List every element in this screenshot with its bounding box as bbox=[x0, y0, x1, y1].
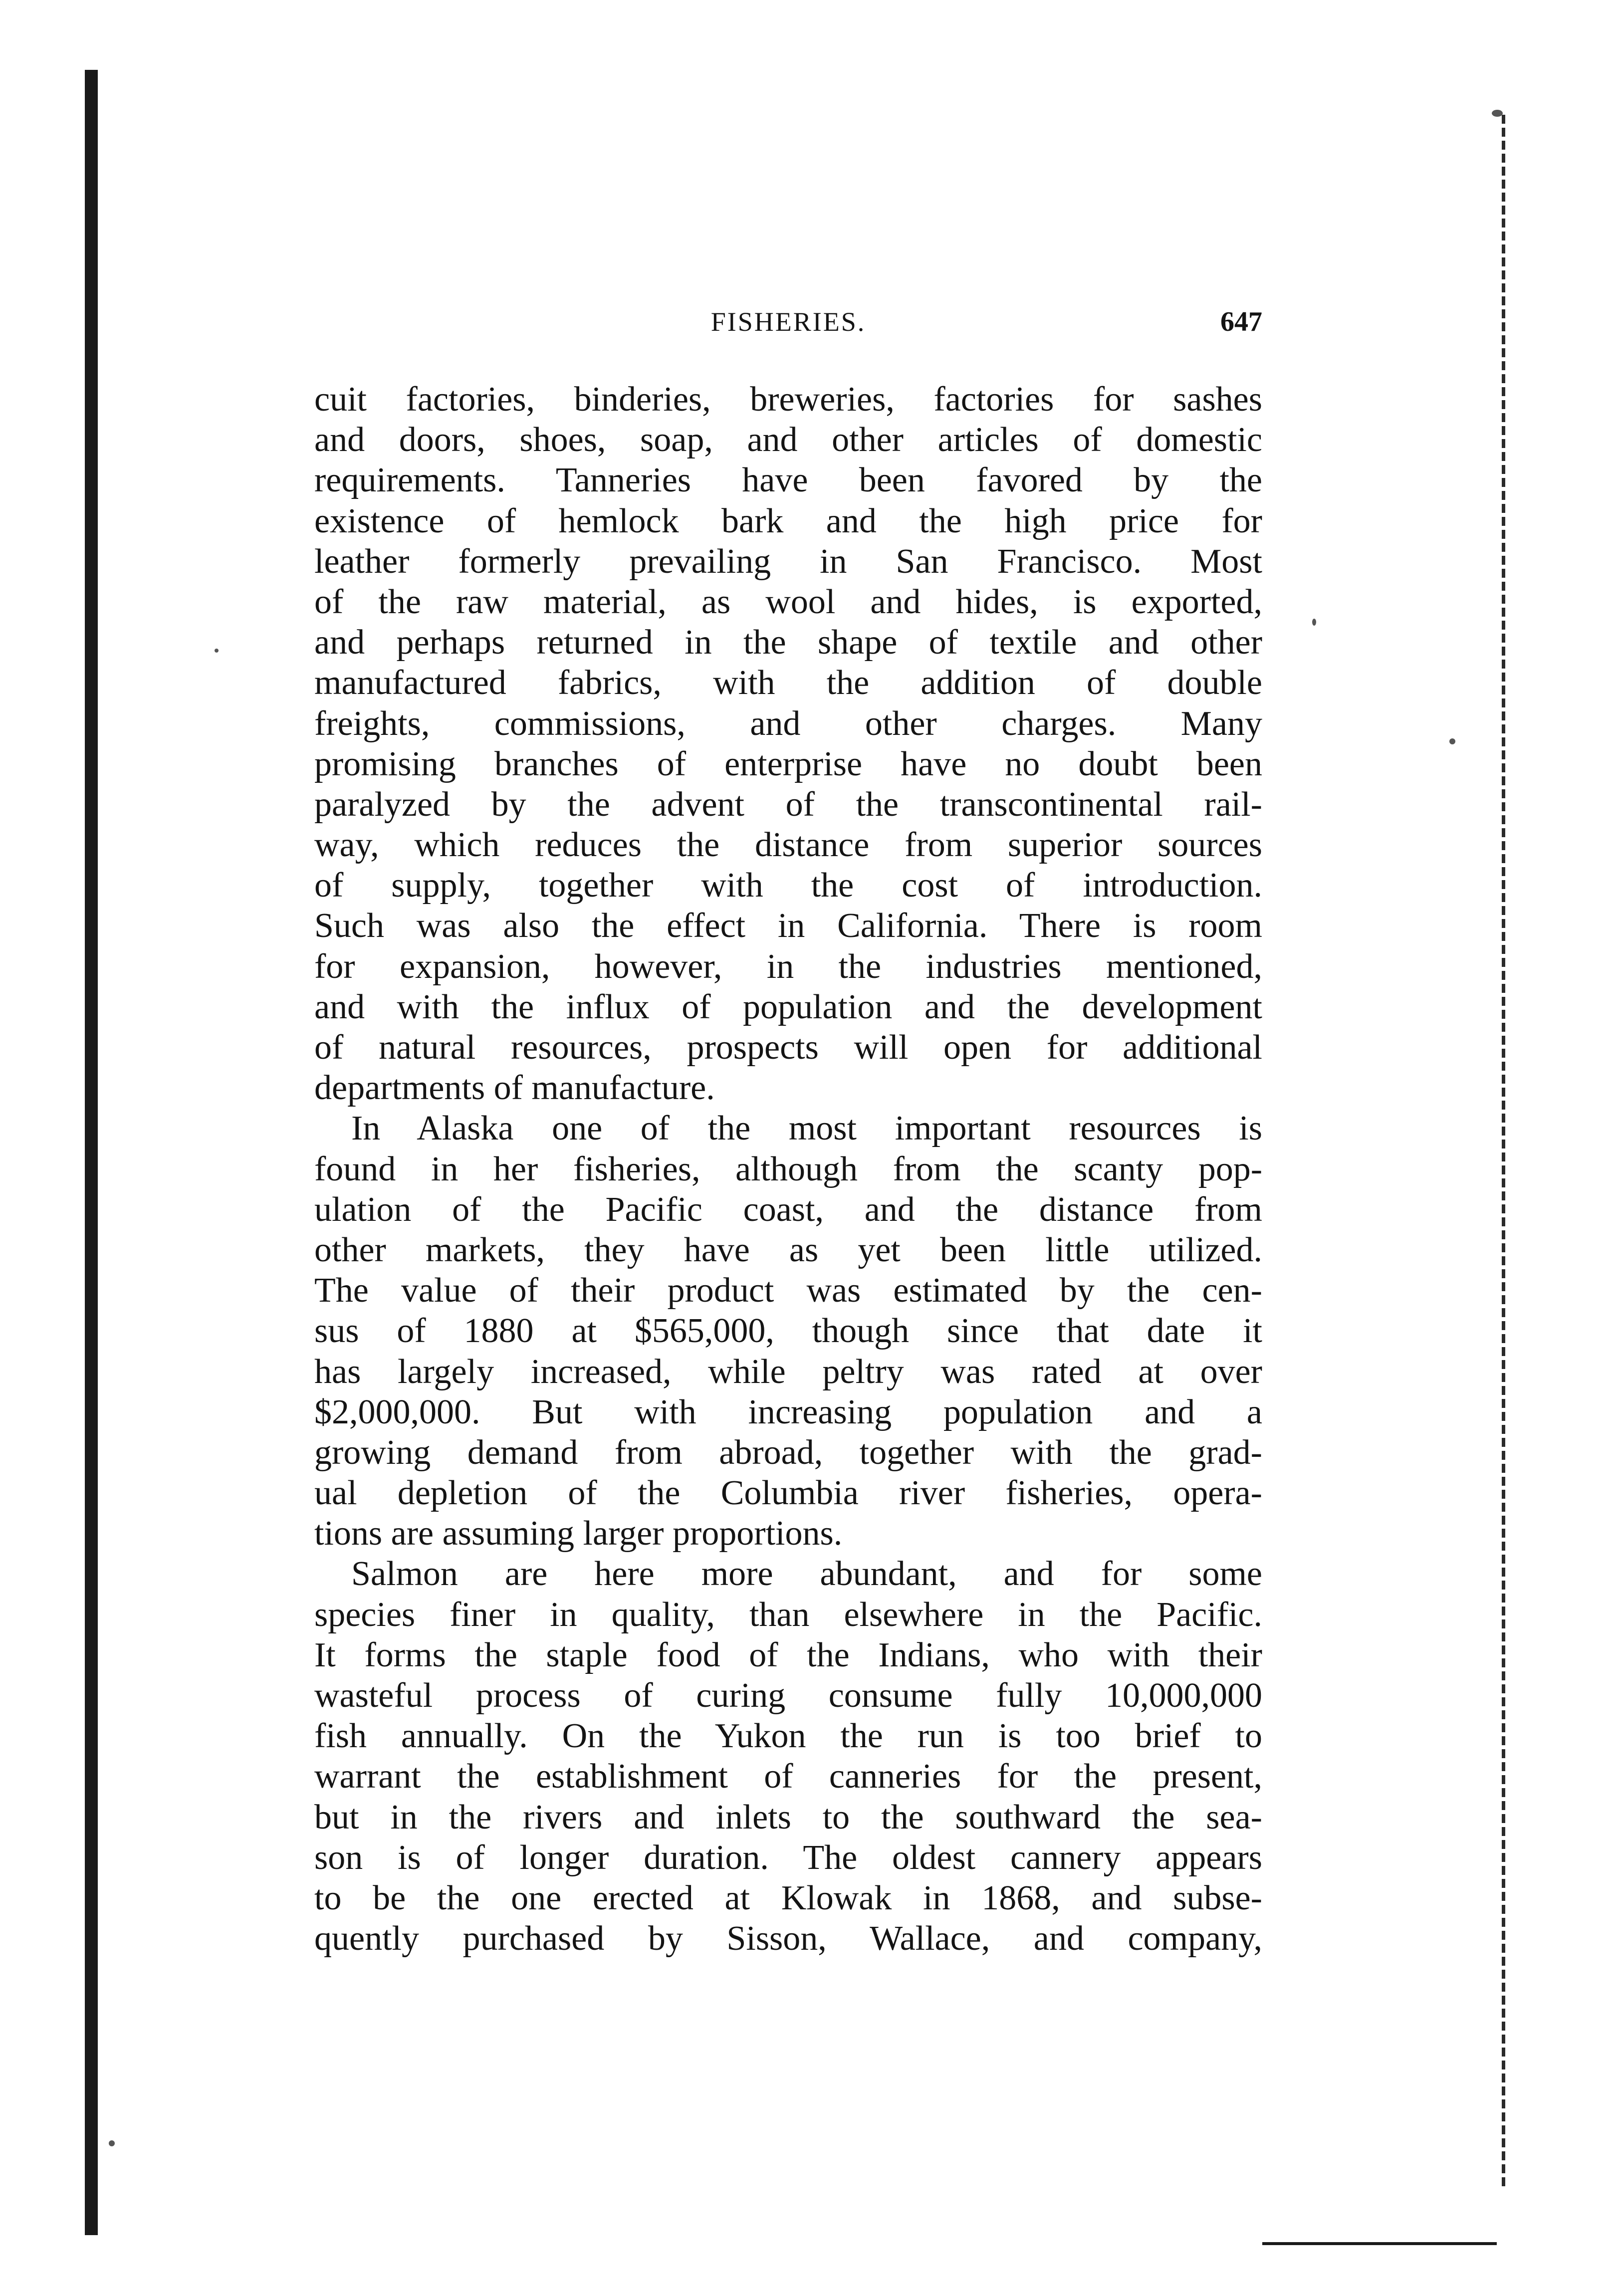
text-line: ulation of the Pacific coast, and the distance from bbox=[314, 1190, 1262, 1229]
scan-speck bbox=[1312, 619, 1316, 626]
body-text bbox=[314, 379, 1262, 1959]
text-line: It forms the staple food of the Indians, who with their bbox=[314, 1635, 1262, 1674]
text-line: paralyzed by the advent of the transcontinental rail- bbox=[314, 785, 1262, 824]
paragraph-first-line: Salmon are here more abundant, and for some bbox=[351, 1555, 1262, 1594]
scan-speck bbox=[1449, 738, 1455, 744]
page-binding-edge bbox=[85, 70, 98, 2235]
text-line: found in her fisheries, although from the scanty pop- bbox=[314, 1149, 1262, 1188]
text-line: cuit factories, binderies, breweries, factories for sashes bbox=[314, 380, 1262, 419]
text-line: ual depletion of the Columbia river fisheries, opera- bbox=[314, 1474, 1262, 1513]
running-title: FISHERIES. bbox=[710, 307, 866, 337]
text-line: sus of 1880 at $565,000, though since that date it bbox=[314, 1312, 1262, 1351]
text-line: other markets, they have as yet been little utilized. bbox=[314, 1230, 1262, 1269]
text-line: manufactured fabrics, with the addition of double bbox=[314, 664, 1262, 702]
page-number: 647 bbox=[1220, 306, 1262, 337]
scan-speck bbox=[1492, 110, 1503, 117]
page-fore-edge bbox=[1502, 115, 1505, 2190]
text-line: promising branches of enterprise have no doubt been bbox=[314, 744, 1262, 783]
text-line: fish annually. On the Yukon the run is too brief to bbox=[314, 1717, 1262, 1756]
text-line: leather formerly prevailing in San Francisco. Most bbox=[314, 542, 1262, 581]
text-line: but in the rivers and inlets to the southward the sea- bbox=[314, 1798, 1262, 1837]
text-line: $2,000,000. But with increasing population and a bbox=[314, 1392, 1262, 1431]
text-line: wasteful process of curing consume fully 10,000,000 bbox=[314, 1676, 1262, 1715]
text-line: and with the influx of population and the development bbox=[314, 987, 1262, 1026]
text-line: of the raw material, as wool and hides, is exported, bbox=[314, 582, 1262, 621]
text-line: of supply, together with the cost of introduction. bbox=[314, 866, 1262, 905]
text-line: has largely increased, while peltry was rated at over bbox=[314, 1352, 1262, 1391]
text-line: of natural resources, prospects will open for additional bbox=[314, 1028, 1262, 1067]
text-line: species finer in quality, than elsewhere in the Pacific. bbox=[314, 1595, 1262, 1634]
text-line: Such was also the effect in California. There is room bbox=[314, 907, 1262, 945]
scan-speck bbox=[215, 649, 219, 653]
text-line: son is of longer duration. The oldest cannery appears bbox=[314, 1838, 1262, 1877]
bottom-rule bbox=[1262, 2242, 1497, 2245]
text-line: requirements. Tanneries have been favored by the bbox=[314, 461, 1262, 500]
text-line: existence of hemlock bark and the high price for bbox=[314, 501, 1262, 540]
text-line: growing demand from abroad, together with the grad- bbox=[314, 1433, 1262, 1472]
running-head bbox=[314, 302, 1262, 342]
text-line: to be the one erected at Klowak in 1868, and subse- bbox=[314, 1878, 1262, 1917]
text-line: The value of their product was estimated by the cen- bbox=[314, 1271, 1262, 1310]
text-line: and perhaps returned in the shape of textile and other bbox=[314, 623, 1262, 662]
paragraph-end-line: tions are assuming larger proportions. bbox=[314, 1514, 843, 1553]
paragraph-first-line: In Alaska one of the most important resources is bbox=[351, 1109, 1262, 1148]
text-line: quently purchased by Sisson, Wallace, and company, bbox=[314, 1919, 1262, 1958]
text-line: for expansion, however, in the industries mentioned, bbox=[314, 947, 1262, 986]
paragraph-end-line: departments of manufacture. bbox=[314, 1069, 715, 1108]
text-line: freights, commissions, and other charges. Many bbox=[314, 704, 1262, 743]
text-line: and doors, shoes, soap, and other articles of domestic bbox=[314, 421, 1262, 459]
text-line: way, which reduces the distance from superior sources bbox=[314, 826, 1262, 865]
text-line: warrant the establishment of canneries for the present, bbox=[314, 1757, 1262, 1796]
scan-speck bbox=[109, 2140, 115, 2146]
